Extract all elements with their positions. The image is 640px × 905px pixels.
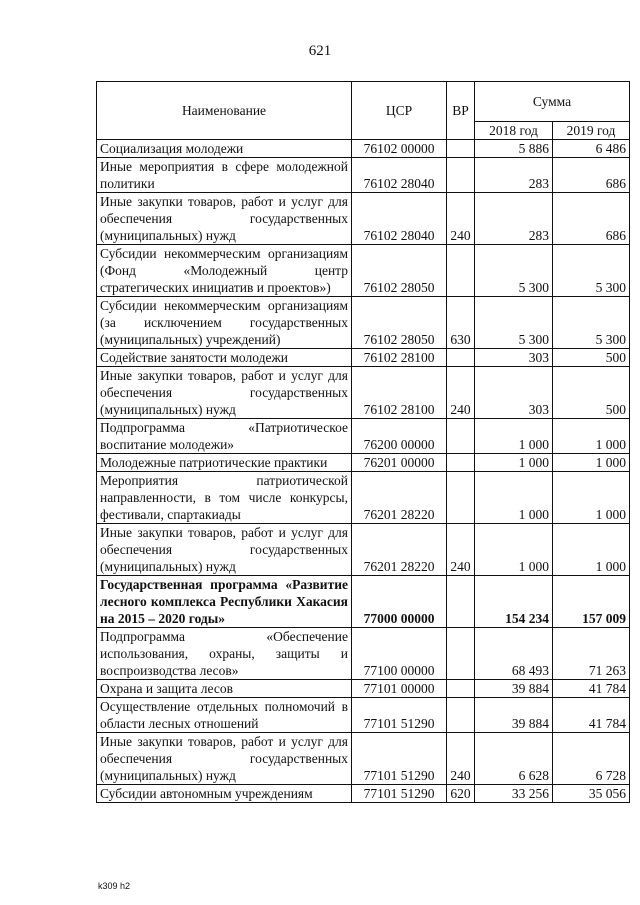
row-vr-code: 240 — [447, 193, 475, 245]
row-name: Иные закупки товаров, работ и услуг для обеспечения государственных (муниципальных) нужд — [97, 367, 352, 419]
row-csr-code: 76102 28040 — [352, 158, 447, 193]
row-csr-code: 77101 00000 — [352, 680, 447, 698]
row-vr-code — [447, 472, 475, 524]
table-row — [97, 454, 630, 472]
row-name: Мероприятия патриотической направленности, в том числе конкурсы, фестивали, спартакиады — [97, 472, 352, 524]
row-name: Иные закупки товаров, работ и услуг для обеспечения государственных (муниципальных) нужд — [97, 193, 352, 245]
row-amount-2018: 68 493 — [475, 628, 553, 680]
row-amount-2018: 5 300 — [475, 245, 553, 297]
row-amount-2019: 1 000 — [553, 472, 630, 524]
table-row — [97, 367, 630, 419]
table-row — [97, 733, 630, 785]
row-amount-2018: 303 — [475, 367, 553, 419]
row-csr-code: 77100 00000 — [352, 628, 447, 680]
row-vr-code — [447, 576, 475, 628]
row-name: Содействие занятости молодежи — [97, 349, 352, 367]
row-name: Осуществление отдельных полномочий в области лесных отношений — [97, 698, 352, 733]
row-csr-code: 76200 00000 — [352, 419, 447, 454]
row-amount-2019: 41 784 — [553, 698, 630, 733]
row-amount-2019: 5 300 — [553, 297, 630, 349]
row-amount-2018: 39 884 — [475, 698, 553, 733]
table-row — [97, 680, 630, 698]
row-csr-code: 76102 28100 — [352, 349, 447, 367]
row-amount-2019: 6 486 — [553, 140, 630, 158]
table-body — [97, 140, 630, 803]
row-name: Подпрограмма «Патриотическое воспитание молодежи» — [97, 419, 352, 454]
row-vr-code — [447, 245, 475, 297]
row-vr-code — [447, 680, 475, 698]
table-row — [97, 140, 630, 158]
row-amount-2018: 303 — [475, 349, 553, 367]
row-csr-code: 76102 28100 — [352, 367, 447, 419]
row-amount-2019: 686 — [553, 193, 630, 245]
row-vr-code — [447, 419, 475, 454]
row-amount-2018: 1 000 — [475, 419, 553, 454]
row-vr-code — [447, 349, 475, 367]
header-name: Наименование — [97, 82, 352, 140]
header-year-2018: 2018 год — [475, 122, 553, 140]
row-csr-code: 76201 28220 — [352, 472, 447, 524]
row-csr-code: 76102 28050 — [352, 245, 447, 297]
table-row — [97, 785, 630, 803]
row-amount-2018: 5 886 — [475, 140, 553, 158]
row-name: Государственная программа «Развитие лесного комплекса Республики Хакасия на 2015 – 2020 годы» — [97, 576, 352, 628]
row-vr-code: 240 — [447, 733, 475, 785]
row-name: Иные закупки товаров, работ и услуг для обеспечения государственных (муниципальных) нужд — [97, 524, 352, 576]
row-csr-code: 76201 00000 — [352, 454, 447, 472]
row-amount-2019: 5 300 — [553, 245, 630, 297]
table-row — [97, 349, 630, 367]
row-csr-code: 76201 28220 — [352, 524, 447, 576]
row-name: Социализация молодежи — [97, 140, 352, 158]
row-amount-2019: 157 009 — [553, 576, 630, 628]
row-name: Субсидии некоммерческим организациям (Фонд «Молодежный центр стратегических инициатив и проектов») — [97, 245, 352, 297]
row-vr-code — [447, 628, 475, 680]
row-csr-code: 76102 28050 — [352, 297, 447, 349]
row-amount-2019: 41 784 — [553, 680, 630, 698]
row-amount-2018: 1 000 — [475, 454, 553, 472]
row-name: Субсидии автономным учреждениям — [97, 785, 352, 803]
table-row — [97, 628, 630, 680]
page-number: 621 — [308, 43, 332, 59]
header-year-2019: 2019 год — [553, 122, 630, 140]
row-csr-code: 77000 00000 — [352, 576, 447, 628]
row-csr-code: 77101 51290 — [352, 733, 447, 785]
row-amount-2018: 283 — [475, 158, 553, 193]
row-csr-code: 77101 51290 — [352, 785, 447, 803]
table-row — [97, 698, 630, 733]
row-vr-code — [447, 140, 475, 158]
row-name: Иные закупки товаров, работ и услуг для обеспечения государственных (муниципальных) нужд — [97, 733, 352, 785]
row-name: Субсидии некоммерческим организациям (за исключением государственных (муниципальных) учреждений) — [97, 297, 352, 349]
footer-code: k309 h2 — [98, 881, 131, 891]
table-row — [97, 576, 630, 628]
row-vr-code: 240 — [447, 524, 475, 576]
row-name: Иные мероприятия в сфере молодежной политики — [97, 158, 352, 193]
row-amount-2018: 33 256 — [475, 785, 553, 803]
row-amount-2018: 5 300 — [475, 297, 553, 349]
row-amount-2019: 1 000 — [553, 454, 630, 472]
header-csr: ЦСР — [352, 82, 447, 140]
budget-table — [96, 81, 630, 803]
header-vr: ВР — [447, 82, 475, 140]
row-amount-2019: 35 056 — [553, 785, 630, 803]
row-name: Подпрограмма «Обеспечение использования, охраны, защиты и воспроизводства лесов» — [97, 628, 352, 680]
row-vr-code — [447, 158, 475, 193]
row-amount-2019: 71 263 — [553, 628, 630, 680]
row-amount-2019: 686 — [553, 158, 630, 193]
table-row — [97, 193, 630, 245]
row-csr-code: 76102 00000 — [352, 140, 447, 158]
row-amount-2018: 154 234 — [475, 576, 553, 628]
table-row — [97, 158, 630, 193]
row-name: Молодежные патриотические практики — [97, 454, 352, 472]
row-csr-code: 77101 51290 — [352, 698, 447, 733]
row-amount-2019: 1 000 — [553, 524, 630, 576]
row-amount-2019: 500 — [553, 367, 630, 419]
row-csr-code: 76102 28040 — [352, 193, 447, 245]
row-amount-2019: 6 728 — [553, 733, 630, 785]
table-row — [97, 524, 630, 576]
row-amount-2019: 1 000 — [553, 419, 630, 454]
row-amount-2018: 283 — [475, 193, 553, 245]
row-vr-code — [447, 454, 475, 472]
table-row — [97, 297, 630, 349]
row-amount-2019: 500 — [553, 349, 630, 367]
table-row — [97, 245, 630, 297]
row-amount-2018: 1 000 — [475, 472, 553, 524]
row-amount-2018: 39 884 — [475, 680, 553, 698]
table-row — [97, 472, 630, 524]
row-vr-code: 620 — [447, 785, 475, 803]
row-vr-code — [447, 698, 475, 733]
row-vr-code: 240 — [447, 367, 475, 419]
row-amount-2018: 1 000 — [475, 524, 553, 576]
row-name: Охрана и защита лесов — [97, 680, 352, 698]
table-row — [97, 419, 630, 454]
header-sum: Сумма — [475, 82, 630, 122]
row-vr-code: 630 — [447, 297, 475, 349]
row-amount-2018: 6 628 — [475, 733, 553, 785]
